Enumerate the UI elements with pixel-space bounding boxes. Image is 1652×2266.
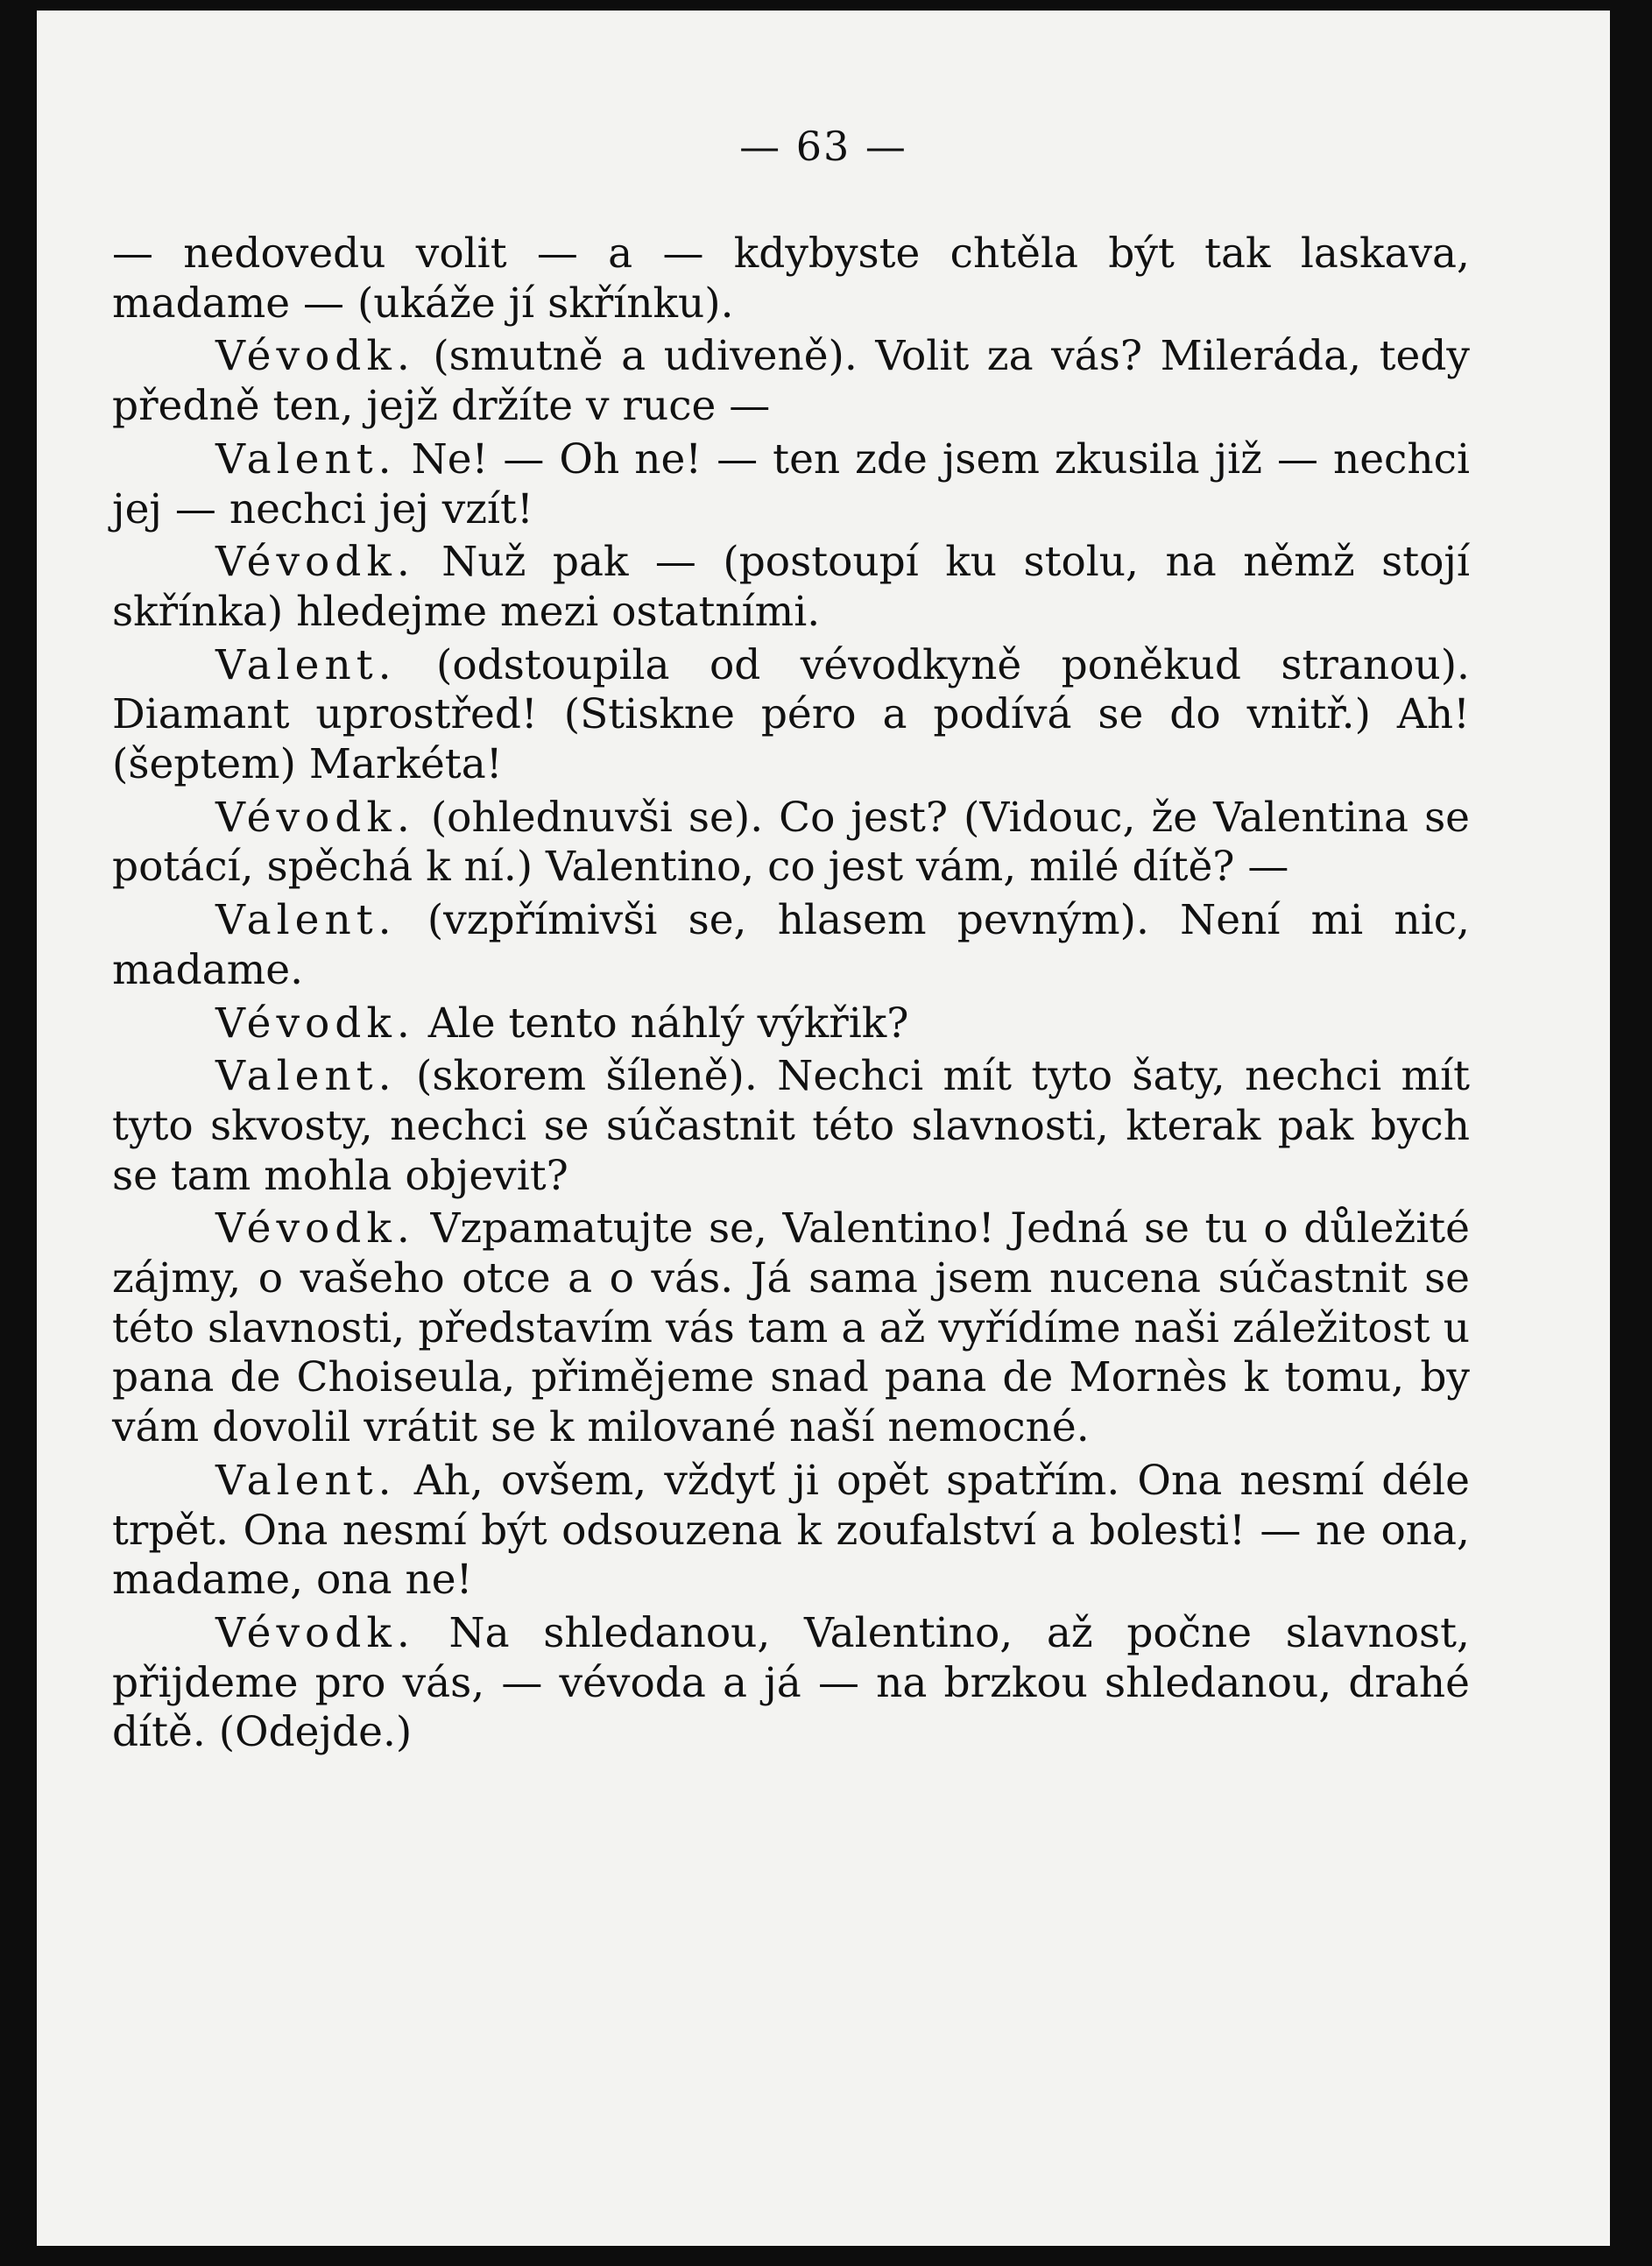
book-page (37, 11, 1610, 2246)
paragraph (112, 1204, 1470, 1453)
paragraph-text: Nuž pak — (postoupí ku stolu, na němž stojí skřínka) hledejme mezi ostatními. (112, 538, 1470, 636)
speaker-name: Valent. (215, 640, 397, 689)
page-text (112, 229, 1470, 1761)
paragraph (112, 1052, 1470, 1201)
paragraph (112, 999, 1470, 1049)
speaker-name: Valent. (215, 1052, 397, 1101)
paragraph-text: Ale tento náhlý výkřik? (414, 999, 909, 1048)
paragraph (112, 794, 1470, 893)
paragraph-text: (skorem šíleně). Nechci mít tyto šaty, nechci mít tyto skvosty, nechci se súčastnit této slavnosti, kterak pak bych se tam mohla objevit? (112, 1052, 1470, 1200)
speaker-name: Valent. (215, 434, 397, 484)
paragraph (112, 641, 1470, 790)
paragraph-text: Ne! — Oh ne! — ten zde jsem zkusila již — nechci jej — nechci jej vzít! (112, 434, 1470, 533)
page-number: — 63 — (739, 123, 907, 170)
paragraph (112, 538, 1470, 637)
speaker-name: Vévodk. (215, 793, 415, 842)
paragraph (112, 229, 1470, 328)
paragraph-text: — nedovedu volit — a — kdybyste chtěla být tak laskava, madame — (ukáže jí skřínku). (112, 229, 1470, 328)
speaker-name: Vévodk. (215, 1204, 415, 1253)
paragraph (112, 435, 1470, 534)
speaker-name: Vévodk. (215, 538, 415, 587)
paragraph-text: (vzpřímivši se, hlasem pevným). Není mi nic, madame. (112, 896, 1470, 994)
paragraph (112, 332, 1470, 431)
paragraph (112, 1609, 1470, 1758)
paragraph (112, 1457, 1470, 1606)
speaker-name: Valent. (215, 1456, 397, 1505)
paragraph-text: Na shledanou, Valentino, až počne slavnost, přijdeme pro vás, — vévoda a já — na brzkou shledanou, drahé dítě. (Odejde.) (112, 1608, 1470, 1757)
paragraph-text: Ah, ovšem, vždyť ji opět spatřím. Ona nesmí déle trpět. Ona nesmí být odsouzena k zoufalství a bolesti! — ne ona, madame, ona ne! (112, 1456, 1470, 1605)
speaker-name: Vévodk. (215, 1608, 415, 1657)
paragraph-text: (smutně a udiveně). Volit za vás? Mileráda, tedy předně ten, jejž držíte v ruce — (112, 332, 1470, 431)
speaker-name: Vévodk. (215, 999, 415, 1048)
speaker-name: Vévodk. (215, 332, 415, 381)
paragraph-text: (odstoupila od vévodkyně poněkud stranou). Diamant uprostřed! (Stiskne péro a podívá se do vnitř.) Ah! (šeptem) Markéta! (112, 640, 1470, 789)
paragraph-text: Vzpamatujte se, Valentino! Jedná se tu o důležité zájmy, o vašeho otce a o vás. Já sama jsem nucena súčastnit se této slavnosti, představím vás tam a až vyřídíme naši záležitost u pana de Choiseula, přiměјeme snad pana de Mornès k tomu, by vám dovolil vrátit se k milované naší nemocné. (112, 1204, 1470, 1452)
speaker-name: Valent. (215, 896, 397, 945)
paragraph (112, 896, 1470, 995)
paragraph-text: (ohlednuvši se). Co jest? (Vidouc, že Valentina se potácí, spěchá k ní.) Valentino, co jest vám, milé dítě? — (112, 793, 1470, 892)
